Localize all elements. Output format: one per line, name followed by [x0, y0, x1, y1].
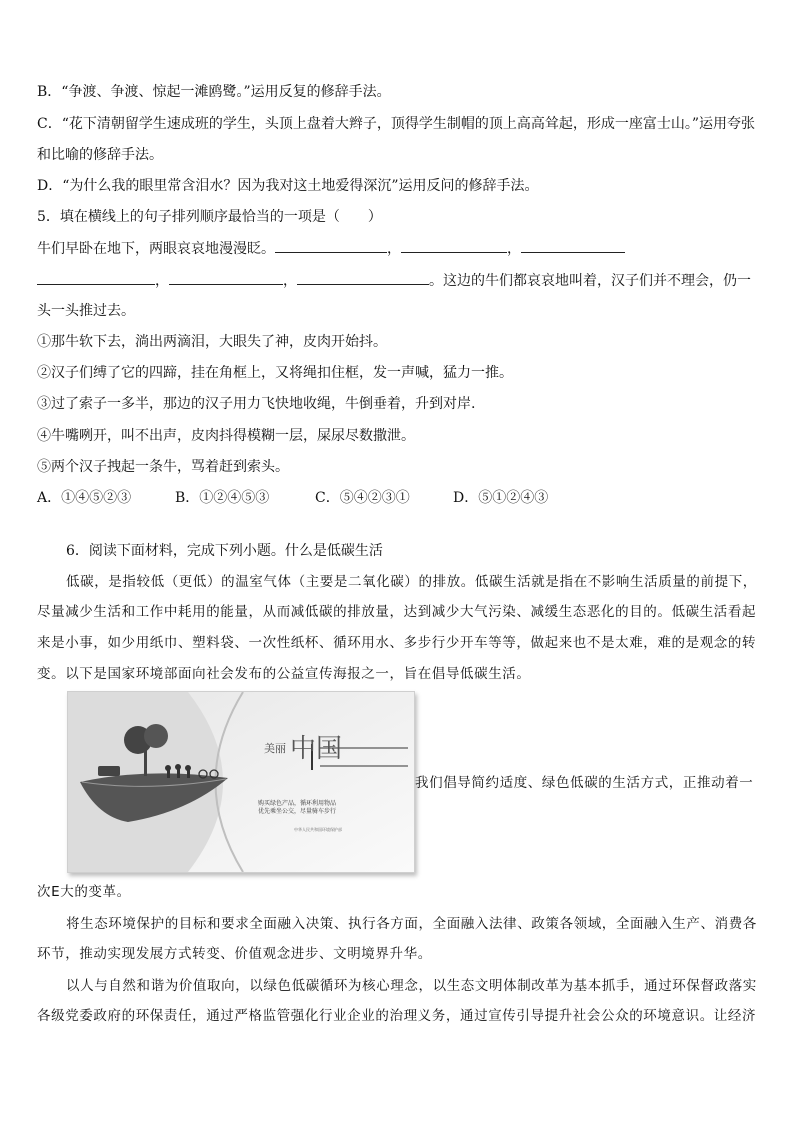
- paragraph-1-line2: 尽量减少生活和工作中耗用的能量，从而减低碳的排放量，达到减少大气污染、减缓生态恶化的目的。低碳生活看起: [37, 604, 757, 620]
- answer-option-b[interactable]: B．①②④⑤③: [175, 490, 270, 506]
- answer-blank-3b[interactable]: [37, 270, 155, 285]
- answer-blank-1[interactable]: [275, 238, 387, 253]
- poster-title-big: 中国: [290, 734, 343, 764]
- question-5-stem: 5．填在横线上的句子排列顺序最恰当的一项是（ ）: [37, 209, 382, 225]
- answer-option-c[interactable]: C．⑤④②③①: [315, 490, 410, 506]
- question-5-text-line1: 牛们早卧在地下，两眼哀哀地漫漫眨。 ， ，: [37, 238, 625, 259]
- option-d: D．“为什么我的眼里常含泪水？因为我对这土地爱得深沉”运用反问的修辞手法。: [37, 178, 539, 194]
- after-image-text: 我们倡导简约适度、绿色低碳的生活方式，正推动着一: [415, 775, 754, 791]
- question-6-stem: 6．阅读下面材料，完成下列小题。什么是低碳生活: [66, 543, 383, 559]
- paragraph-2-line2: 环节，推动实现发展方式转变、价值观念进步、文明境界升华。: [37, 946, 432, 962]
- option-c-line2: 和比喻的修辞手法。: [37, 147, 163, 163]
- answer-options: [37, 488, 548, 508]
- answer-blank-3[interactable]: [521, 238, 625, 253]
- low-carbon-poster-image: [67, 691, 415, 873]
- sentence-2: ②汉子们缚了它的四蹄，挂在角框上，又将绳扣住框，发一声喊，猛力一推。: [37, 365, 513, 381]
- answer-blank-5[interactable]: [297, 270, 429, 285]
- paragraph-2-line1: 将生态环境保护的目标和要求全面融入决策、执行各方面，全面融入法律、政策各领域，全面融入生产、消费各: [66, 916, 757, 932]
- paragraph-1-line1: 低碳，是指较低（更低）的温室气体（主要是二氧化碳）的排放。低碳生活就是指在不影响生活质量的前提下，: [66, 574, 757, 590]
- answer-blank-2[interactable]: [401, 238, 507, 253]
- q5-text-start: 牛们早卧在地下，两眼哀哀地漫漫眨。: [37, 241, 275, 257]
- question-5-text-line3: 头一头推过去。: [37, 303, 135, 319]
- sentence-5: ⑤两个汉子拽起一条牛，骂着赶到索头。: [37, 459, 289, 475]
- q5-text-end: 。这边的牛们都哀哀地叫着，汉子们并不理会，仍一: [429, 273, 751, 289]
- paragraph-1-line4: 变。以下是国家环境部面向社会发布的公益宣传海报之一，旨在倡导低碳生活。: [37, 666, 531, 682]
- answer-blank-4[interactable]: [169, 270, 283, 285]
- answer-option-d[interactable]: D．⑤①②④③: [453, 490, 549, 506]
- answer-option-a[interactable]: A．①④⑤②③: [37, 490, 132, 506]
- option-c-line1: C．“花下清朝留学生速成班的学生，头顶上盘着大辫子，顶得学生制帽的顶上高高耸起，形成一座富士山。”运用夸张: [37, 116, 756, 132]
- poster-footer: 中华人民共和国环境保护部: [294, 827, 342, 832]
- option-b: B．“争渡、争渡、惊起一滩鸥鹭。”运用反复的修辞手法。: [37, 84, 391, 100]
- poster-slogan-line1: 购买绿色产品，循环利用物品: [258, 800, 337, 807]
- sentence-1: ①那牛软下去，淌出两滴泪，大眼失了神，皮肉开始抖。: [37, 334, 387, 350]
- question-5-text-line2: ， ， 。这边的牛们都哀哀地叫着，汉子们并不理会，仍一: [37, 270, 751, 291]
- poster-slogan-line2: 优先乘坐公交，尽量骑车步行: [258, 808, 337, 815]
- paragraph-1-line3: 来是小事，如少用纸巾、塑料袋、一次性纸杯、循环用水、多步行少开车等等，做起来也不是太难，难的是观念的转: [37, 635, 757, 651]
- poster-title-small: 美丽: [264, 742, 286, 755]
- paragraph-3-line1: 以人与自然和谐为价值取向，以绿色低碳循环为核心理念，以生态文明体制改革为基本抓手，通过环保督政落实: [66, 978, 757, 994]
- paragraph-3-line2: 各级党委政府的环保责任，通过严格监管强化行业企业的治理义务，通过宣传引导提升社会公众的环境意识。让经济: [37, 1008, 757, 1024]
- sentence-3: ③过了索子一多半，那边的汉子用力飞快地收绳，牛倒垂着，升到对岸.: [37, 396, 476, 412]
- sentence-4: ④牛嘴咧开，叫不出声，皮肉抖得模糊一层，屎尿尽数撒泄。: [37, 428, 415, 444]
- poster-slogan: [258, 800, 336, 816]
- after-image-text-2: 次E大的变革。: [37, 884, 131, 900]
- poster-illustration: [68, 692, 414, 872]
